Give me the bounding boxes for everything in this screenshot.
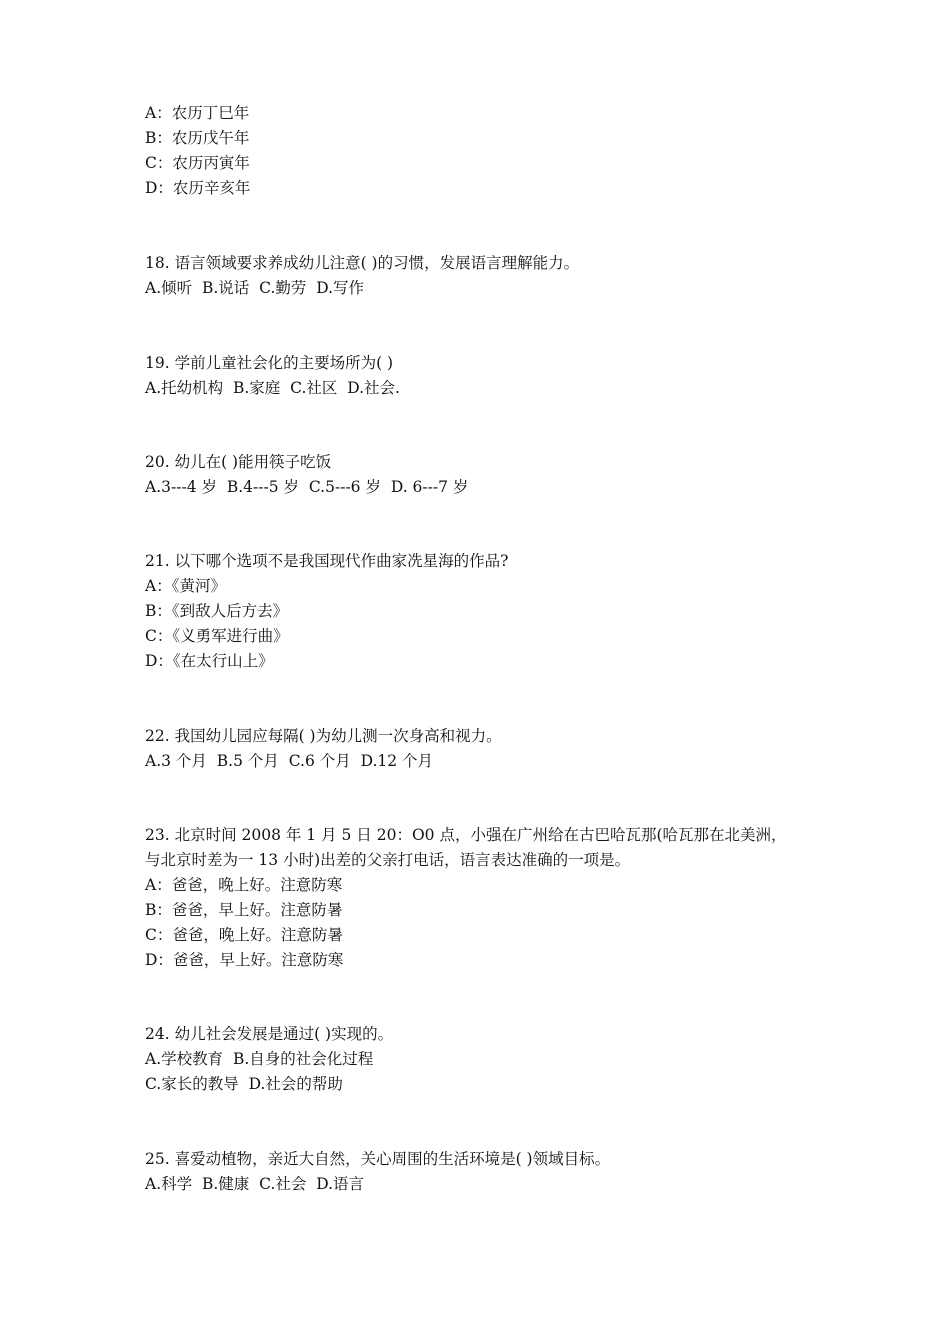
option-line: A：农历丁巳年: [145, 104, 250, 122]
question-25-stem: 25. 喜爱动植物，亲近大自然，关心周围的生活环境是( )领域目标。: [145, 1150, 611, 1168]
option-line: D：农历辛亥年: [145, 179, 251, 197]
question-23-option-b: B：爸爸，早上好。注意防暑: [145, 901, 343, 919]
question-21-option-c: C：《义勇军进行曲》: [145, 627, 289, 645]
question-20-stem: 20. 幼儿在( )能用筷子吃饭: [145, 453, 332, 471]
question-22-options: A.3 个月 B.5 个月 C.6 个月 D.12 个月: [145, 752, 434, 770]
question-21-option-a: A：《黄河》: [145, 577, 226, 595]
question-24-options-line1: A.学校教育 B.自身的社会化过程: [145, 1050, 374, 1068]
question-24-stem: 24. 幼儿社会发展是通过( )实现的。: [145, 1025, 394, 1043]
question-22-stem: 22. 我国幼儿园应每隔( )为幼儿测一次身高和视力。: [145, 727, 502, 745]
question-25-options: A.科学 B.健康 C.社会 D.语言: [145, 1175, 365, 1193]
question-18-stem: 18. 语言领域要求养成幼儿注意( )的习惯，发展语言理解能力。: [145, 254, 580, 272]
question-18-options: A.倾听 B.说话 C.勤劳 D.写作: [145, 279, 365, 297]
question-19-options: A.托幼机构 B.家庭 C.社区 D.社会.: [145, 379, 400, 397]
question-23-stem: 23. 北京时间 2008 年 1 月 5 日 20：O0 点，小强在广州给在古巴哈瓦那(哈瓦那在北美洲，: [145, 826, 787, 844]
question-23-option-a: A：爸爸，晚上好。注意防寒: [145, 876, 343, 894]
question-24-options-line2: C.家长的教导 D.社会的帮助: [145, 1075, 343, 1093]
question-21-option-d: D：《在太行山上》: [145, 652, 274, 670]
question-21-stem: 21. 以下哪个选项不是我国现代作曲家冼星海的作品?: [145, 552, 509, 570]
question-21-option-b: B：《到敌人后方去》: [145, 602, 289, 620]
question-23-stem-continued: 与北京时差为一 13 小时)出差的父亲打电话，语言表达准确的一项是。: [145, 851, 631, 869]
question-23-option-c: C：爸爸，晚上好。注意防暑: [145, 926, 343, 944]
question-20-options: A.3---4 岁 B.4---5 岁 C.5---6 岁 D. 6---7 岁: [145, 478, 469, 496]
option-line: C：农历丙寅年: [145, 154, 250, 172]
question-19-stem: 19. 学前儿童社会化的主要场所为( ): [145, 354, 394, 372]
question-23-option-d: D：爸爸，早上好。注意防寒: [145, 951, 344, 969]
option-line: B：农历戊午年: [145, 129, 250, 147]
